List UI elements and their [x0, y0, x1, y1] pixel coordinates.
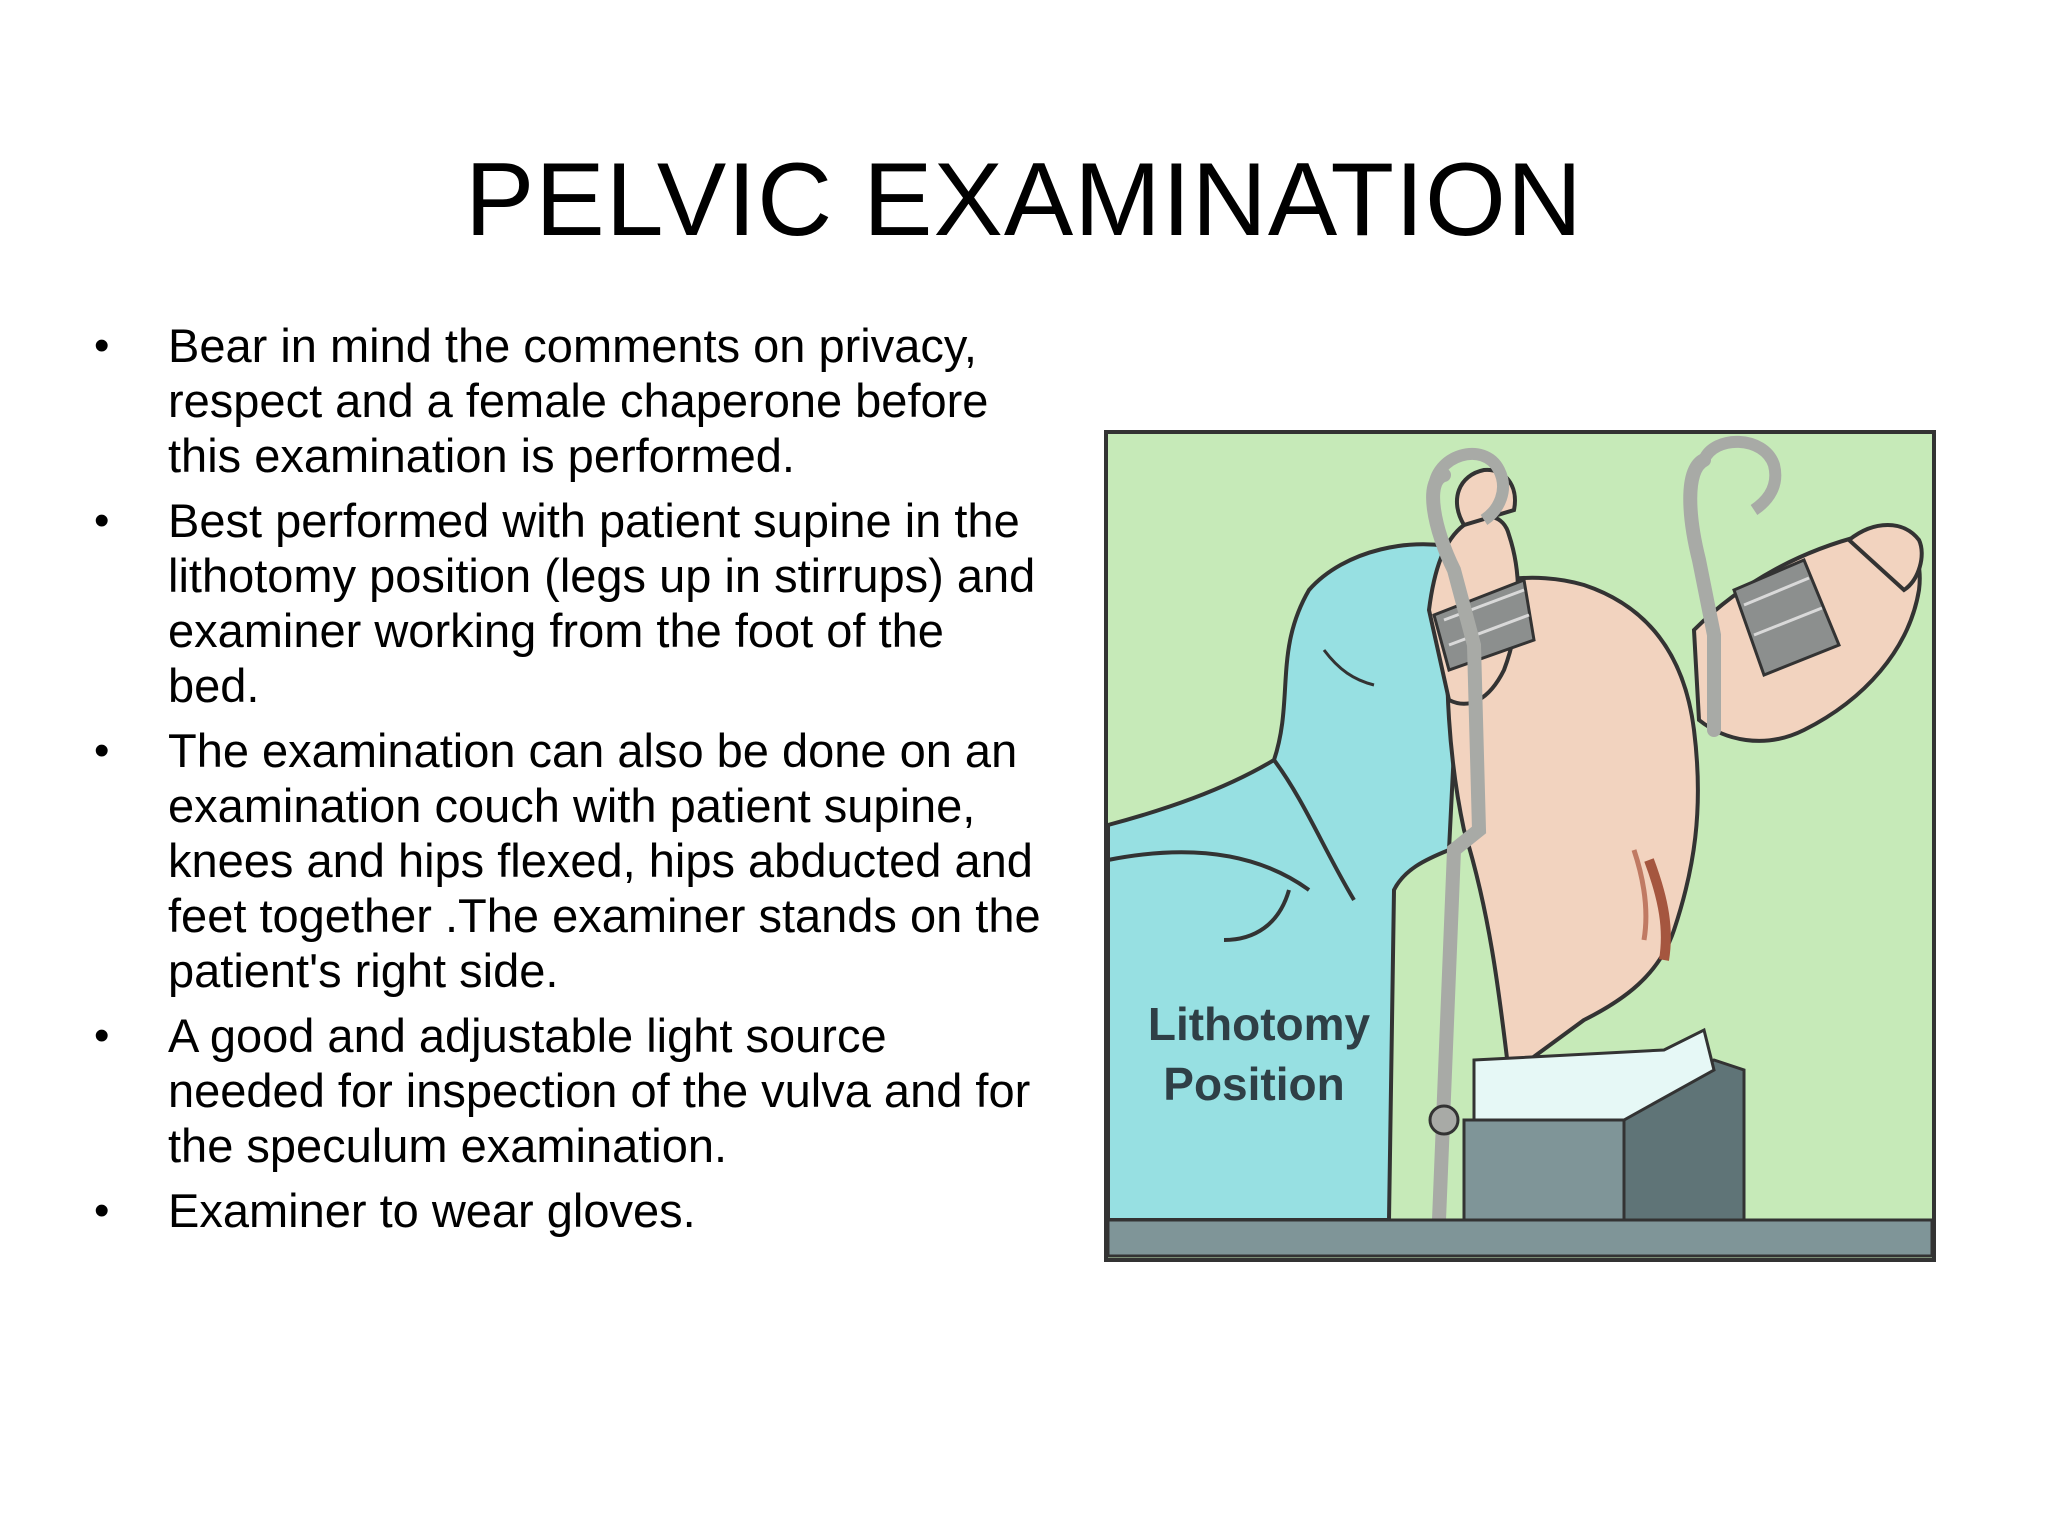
- bullet-text: Examiner to wear gloves.: [168, 1184, 696, 1237]
- table-knob: [1430, 1106, 1458, 1134]
- bullet-glyph: •: [94, 726, 110, 775]
- bullet-item: [88, 1183, 1048, 1238]
- bullet-item: [88, 493, 1048, 713]
- table-base: [1108, 1220, 1932, 1256]
- bullet-item: [88, 723, 1048, 998]
- slide-title: PELVIC EXAMINATION: [465, 142, 1583, 258]
- bullet-list: [88, 318, 1048, 1248]
- bullet-glyph: •: [94, 1011, 110, 1060]
- bullet-text: The examination can also be done on an examination couch with patient supine, knees and hips flexed, hips abducted and feet together .The examiner stands on the patient's right side.: [168, 724, 1041, 997]
- lithotomy-illustration: [1104, 430, 1936, 1262]
- bullet-text: Bear in mind the comments on privacy, respect and a female chaperone before this examination is performed.: [168, 319, 989, 482]
- bullet-text: Best performed with patient supine in the lithotomy position (legs up in stirrups) and examiner working from the foot of the bed.: [168, 494, 1036, 712]
- bullet-item: [88, 1008, 1048, 1173]
- illustration-caption-line1: Lithotomy: [1147, 998, 1371, 1050]
- bullet-item: [88, 318, 1048, 483]
- bullet-text: A good and adjustable light source needed for inspection of the vulva and for the speculum examination.: [168, 1009, 1031, 1172]
- bullet-glyph: •: [94, 496, 110, 545]
- bullet-glyph: •: [94, 321, 110, 370]
- illustration-caption-line2: Position: [1163, 1058, 1345, 1110]
- bullet-glyph: •: [94, 1186, 110, 1235]
